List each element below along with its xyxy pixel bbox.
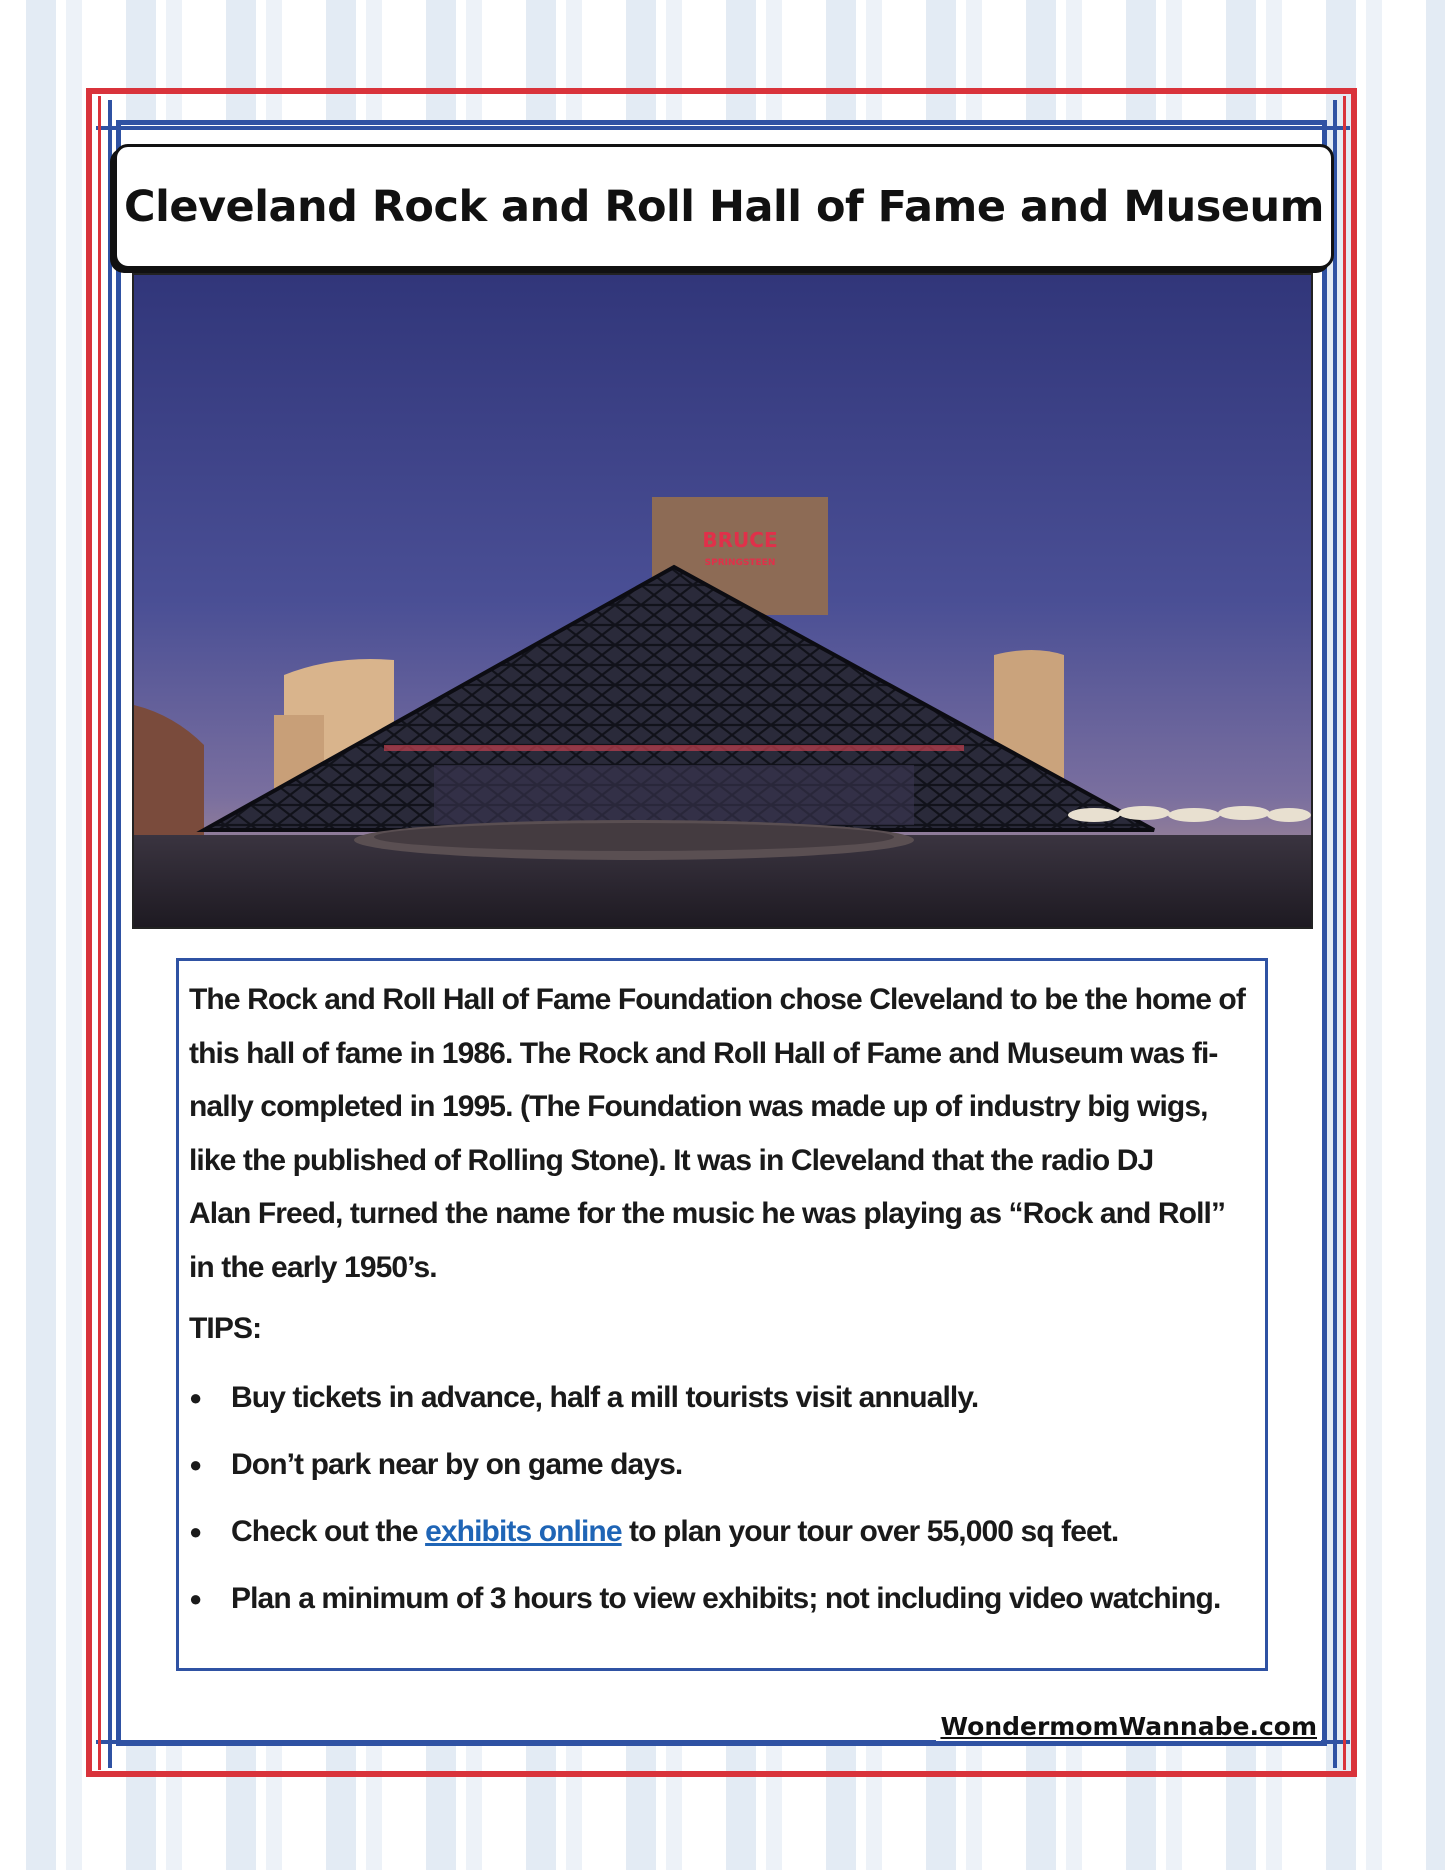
tip-text-after-link: to plan your tour over 55,000 sq feet. — [621, 1515, 1119, 1548]
tips-heading: TIPS: — [189, 1312, 262, 1345]
tips-list — [189, 1364, 1253, 1632]
tip-item — [189, 1565, 1253, 1632]
tip-item — [189, 1498, 1253, 1565]
museum-photo — [132, 273, 1313, 929]
decor-line-left — [108, 100, 112, 1768]
site-credit: WondermomWannabe.com — [936, 1712, 1321, 1741]
museum-photo-illustration — [134, 275, 1311, 927]
decor-red-right — [1343, 96, 1346, 1770]
tip-text: Buy tickets in advance, half a mill tourists visit annually. — [231, 1381, 979, 1414]
bullet-icon: ● — [189, 1519, 202, 1544]
tip-text-before-link: Check out the — [231, 1515, 426, 1548]
intro-line-3: nally completed in 1995. (The Foundation was made up of industry big wigs, — [189, 1090, 1208, 1123]
intro-line-5: Alan Freed, turned the name for the music he was playing as “Rock and Roll” — [189, 1197, 1226, 1230]
exhibits-online-link[interactable]: exhibits online — [425, 1515, 622, 1548]
decor-red-left — [98, 96, 101, 1770]
title-banner — [114, 144, 1334, 269]
decor-line-right — [1333, 100, 1337, 1768]
tip-text: Plan a minimum of 3 hours to view exhibits; not including video watching. — [231, 1582, 1221, 1615]
bullet-icon: ● — [189, 1452, 202, 1477]
intro-line-6: in the early 1950’s. — [189, 1250, 437, 1284]
bullet-icon: ● — [189, 1385, 202, 1410]
decor-line-top — [96, 126, 1350, 130]
intro-paragraph — [189, 973, 1253, 1294]
tip-item — [189, 1431, 1253, 1498]
sign-line-2: SPRINGSTEEN — [704, 558, 776, 568]
intro-line-2: this hall of fame in 1986. The Rock and Roll Hall of Fame and Museum was fi- — [189, 1036, 1218, 1070]
tip-item — [189, 1364, 1253, 1431]
intro-line-1: The Rock and Roll Hall of Fame Foundation chose Cleveland to be the home of — [189, 983, 1245, 1016]
tip-text: Don’t park near by on game days. — [231, 1448, 683, 1481]
sign-line-1: BRUCE — [702, 528, 778, 552]
bullet-icon: ● — [189, 1586, 202, 1611]
info-box — [176, 958, 1268, 1671]
pyramid-lights — [384, 745, 964, 751]
page-title: Cleveland Rock and Roll Hall of Fame and Museum — [124, 181, 1324, 232]
intro-line-4: like the published of Rolling Stone). It was in Cleveland that the radio DJ — [189, 1143, 1154, 1177]
